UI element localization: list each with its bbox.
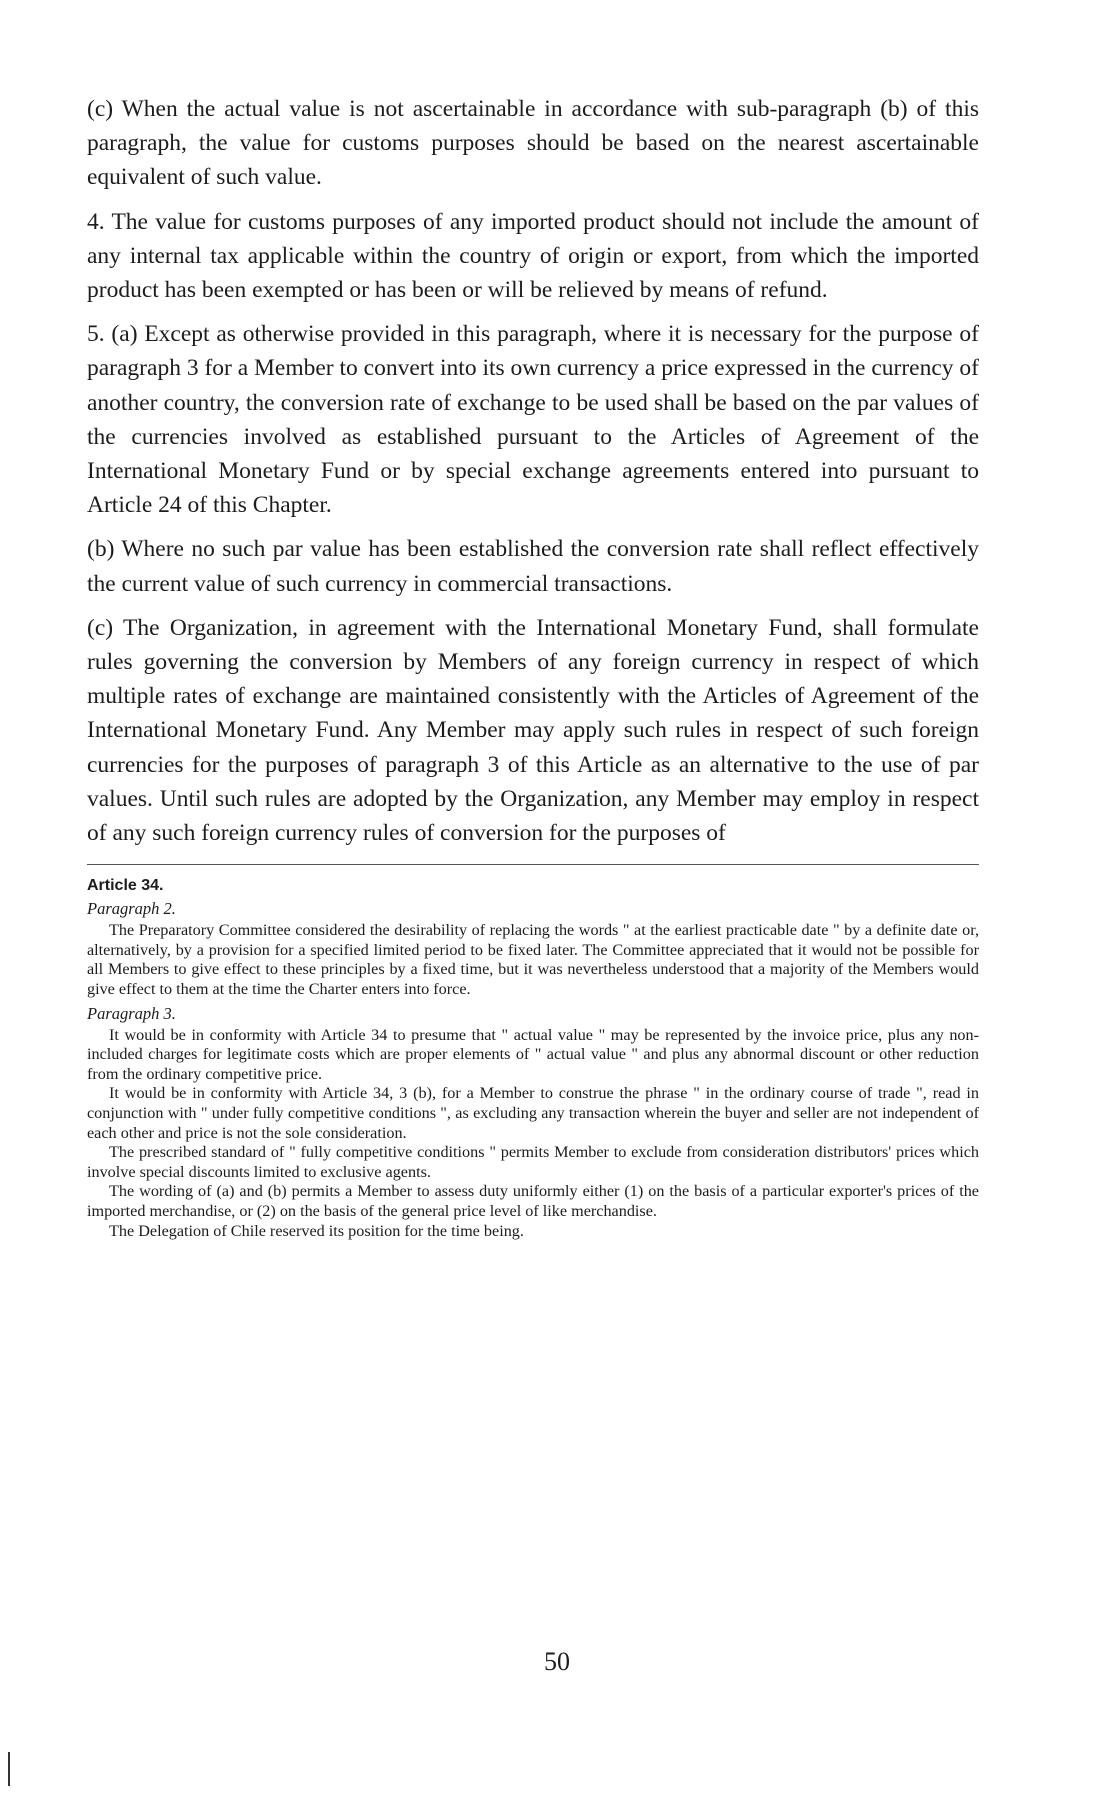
main-text [87, 92, 979, 850]
page-number: 50 [544, 1647, 570, 1676]
note-paragraph: The Preparatory Committee considered the desirability of replacing the words " at the earliest practicable date " by a definite date or, alternatively, by a provision for a specified limited period to be fixed later. The Committee appreciated that it would not be possible for all Members to give effect to these principles by a fixed time, but it was nevertheless understood that a majority of the Members would give effect to them at the time the Charter enters into force. [87, 921, 979, 999]
note-paragraph: It would be in conformity with Article 34, 3 (b), for a Member to construe the phrase " in the ordinary course of trade ", read in conjunction with " under fully competitive conditions ", as excluding any transaction wherein the buyer and seller are not independent of each other and price is not the sole consideration. [87, 1084, 979, 1142]
paragraph-4: 4. The value for customs purposes of any imported product should not include the amount of any internal tax applicable within the country of origin or export, from which the imported product has been exempted or has been or will be relieved by means of refund. [87, 208, 979, 304]
interpretative-notes [87, 877, 979, 1241]
note-paragraph: The Delegation of Chile reserved its position for the time being. [109, 1221, 524, 1240]
notes-heading: Article 34. [87, 877, 164, 895]
note-paragraph: The wording of (a) and (b) permits a Member to assess duty uniformly either (1) on the basis of a particular exporter's prices of the imported merchandise, or (2) on the basis of the general price level of like merchandise. [87, 1182, 979, 1220]
paragraph-5c: (c) The Organization, in agreement with the International Monetary Fund, shall formulate rules governing the conversion by Members of any foreign currency in respect of which multiple rates of exchange are maintained consistently with the Articles of Agreement of the International Monetary Fund. Any Member may apply such rules in respect of such foreign currencies for the purposes of paragraph 3 of this Article as an alternative to the use of par values. Until such rules are adopted by the Organization, any Member may employ in respect of any such foreign currency rules of conversion for the purposes of [87, 614, 979, 847]
page-body [87, 92, 979, 1241]
paragraph-5a: 5. (a) Except as otherwise provided in this paragraph, where it is necessary for the purpose of paragraph 3 for a Member to convert into its own currency a price expressed in the currency of another country, the conversion rate of exchange to be used shall be based on the par values of the currencies involved as established pursuant to the Articles of Agreement of the International Monetary Fund or by special exchange agreements entered into pursuant to Article 24 of this Chapter. [87, 321, 979, 519]
note-paragraph: The prescribed standard of " fully competitive conditions " permits Member to exclude from consideration distributors' prices which involve special discounts limited to exclusive agents. [87, 1143, 979, 1181]
margin-mark [8, 1752, 10, 1786]
footnote-divider [87, 864, 979, 865]
note-paragraph: It would be in conformity with Article 34 to presume that " actual value " may be represented by the invoice price, plus any non-included charges for legitimate costs which are proper elements of " actual value " and plus any abnormal discount or other reduction from the ordinary competitive price. [87, 1025, 979, 1083]
notes-subheading-paragraph-2: Paragraph 2. [87, 899, 176, 919]
paragraph-4c: (c) When the actual value is not ascertainable in accordance with sub-paragraph (b) of this paragraph, the value for customs purposes should be based on the nearest ascertainable equivalent of such value. [87, 96, 979, 191]
paragraph-5b: (b) Where no such par value has been established the conversion rate shall reflect effectively the current value of such currency in commercial transactions. [87, 536, 979, 597]
notes-subheading-paragraph-3: Paragraph 3. [87, 1003, 176, 1023]
